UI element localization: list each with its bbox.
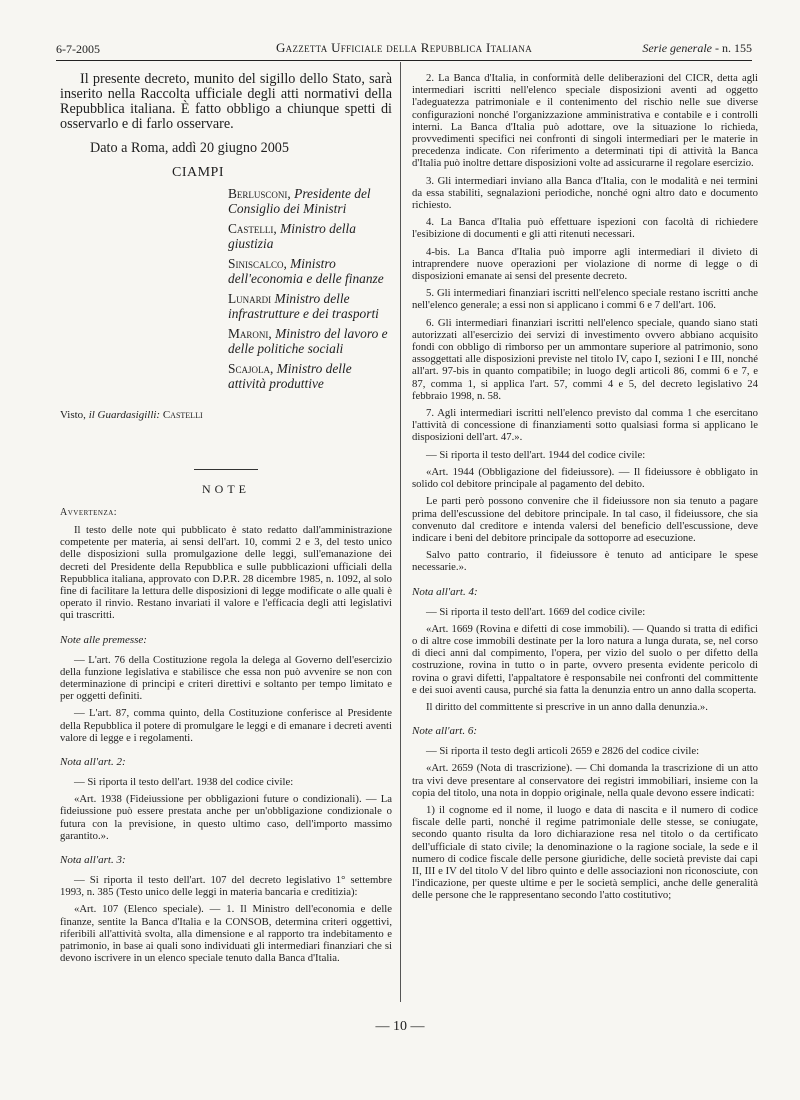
paragraph: Salvo patto contrario, il fideiussore è tenuto ad anticipare le spese necessarie.».	[412, 549, 758, 574]
signatory-role: Ministro delle attività produttive	[228, 361, 352, 391]
signatory-role: Ministro delle infrastrutture e dei trasporti	[228, 291, 379, 321]
signatory-name: Siniscalco,	[228, 256, 287, 271]
page-number: — 10 —	[375, 1019, 425, 1034]
paragraph: «Art. 1944 (Obbligazione del fideiussore). — Il fideiussore è obbligato in solido col debitore principale al pagamento del debito.	[412, 465, 758, 491]
right-column	[412, 72, 758, 907]
paragraph: «Art. 1669 (Rovina e difetti di cose immobili). — Quando si tratta di edifici o di altre cose immobili destinate per la loro natura a lunga durata, se, nel corso di dieci anni dal compimento, l'opera, per vizio del suolo o per difetto della costruzione, rovina in tutto o in parte, ovvero presenta evidente pericolo di rovina o gravi difetti, l'appaltatore è responsabile nei confronti del committente e dei suoi aventi causa, purché sia fatta la denunzia entro un anno dalla scoperta.	[412, 622, 758, 696]
visto-prefix: Visto,	[60, 409, 86, 421]
signatory-name: Maroni,	[228, 326, 272, 341]
notes-heading	[60, 469, 392, 497]
paragraph: 6. Gli intermediari finanziari iscritti nell'elenco speciale, quando siano stati autorizzati all'esercizio dei servizi di investimento ovvero abbiano acquisito fondi con obbligo di rimborso per un ammontare superiore al patrimonio, sono assoggettati alle disposizioni previste nel titolo IV, capo I, sezioni I e III, nonché all'art. 97-bis in quanto compatibile; in luogo degli articoli 86, commi 6 e 7, e 87, comma 1, si applica l'art. 57, commi 4 e 5, del decreto legislativo 24 febbraio 1998, n. 58.	[412, 316, 758, 402]
avvertenza-label: Avvertenza:	[60, 507, 118, 518]
notes-divider	[194, 469, 258, 470]
avvertenza-text: Il testo delle note qui pubblicato è stato redatto dall'amministrazione competente per materia, ai sensi dell'art. 10, commi 2 e 3, del testo unico delle disposizioni sulla promulgazione delle leggi, sull'emanazione dei decreti del Presidente della Repubblica e sulle pubblicazioni ufficiali della Repubblica italiana, approvato con D.P.R. 28 dicembre 1985, n. 1092, al solo fine di facilitare la lettura delle disposizioni di legge modificate o alle quali è operato il rinvio. Restano invariati il valore e l'efficacia degli atti legislativi qui trascritti.	[60, 524, 392, 622]
paragraph: 1) il cognome ed il nome, il luogo e data di nascita e il numero di codice fiscale delle parti, nonché il regime patrimoniale delle stesse, se coniugate, secondo quanto risulta da loro dichiarazione resa nel titolo o da certificato dell'ufficiale di stato civile; la denominazione o la ragione sociale, la sede e il numero di codice fiscale delle persone giuridiche, delle società previste dai capi II, III e IV del titolo V del libro quinto e delle associazioni non riconosciute, con l'indicazione, per queste ultime e per le società semplici, anche delle generalità delle persone che le rappresentano secondo l'atto costitutivo;	[412, 803, 758, 902]
paragraph: 4. La Banca d'Italia può effettuare ispezioni con facoltà di richiedere l'esibizione di documenti e gli atti ritenuti necessari.	[412, 216, 758, 241]
date-place: Dato a Roma, addì 20 giugno 2005	[90, 140, 289, 156]
paragraph: — Si riporta il testo dell'art. 1938 del codice civile:	[74, 776, 294, 789]
section-heading: Note all'art. 6:	[412, 725, 477, 738]
signatory	[228, 256, 392, 286]
paragraph: «Art. 1938 (Fideiussione per obbligazioni future o condizionali). — La fideiussione può essere prestata anche per un'obbligazione condizionale o futura con la previsione, in questo ultimo caso, dell'importo massimo garantito.».	[60, 793, 392, 842]
signatory-name: Lunardi	[228, 291, 272, 306]
paragraph: 5. Gli intermediari finanziari iscritti nell'elenco speciale restano iscritti anche nell'elenco generale; a essi non si applicano i commi 6 e 7 dell'art. 106.	[412, 287, 758, 312]
paragraph: 7. Agli intermediari iscritti nell'elenco previsto dal comma 1 che esercitano l'attività di concessione di finanziamenti sotto qualsiasi forma si applicano le disposizioni dell'art. 47.».	[412, 407, 758, 444]
visto-role: il Guardasigilli:	[88, 409, 161, 421]
column-divider	[400, 62, 401, 1002]
section-heading: Note alle premesse:	[60, 633, 147, 646]
paragraph: Il diritto del committente si prescrive in un anno dalla denunzia.».	[426, 700, 708, 713]
signatory	[228, 291, 392, 321]
series-issue: - n. 155	[715, 41, 752, 55]
signatory-name: Scajola,	[228, 361, 274, 376]
page-header	[56, 38, 752, 60]
signatory-role: Presidente del Consiglio dei Ministri	[228, 186, 371, 216]
paragraph: — Si riporta il testo degli articoli 2659 e 2826 del codice civile:	[426, 745, 700, 758]
signatory	[228, 361, 392, 391]
series-label: Serie generale	[642, 41, 712, 55]
paragraph: 3. Gli intermediari inviano alla Banca d'Italia, con le modalità e nei termini da essa stabiliti, segnalazioni periodiche, nonché ogni altro dato e documento richiesto.	[412, 174, 758, 212]
paragraph: — L'art. 87, comma quinto, della Costituzione conferisce al Presidente della Repubblica il potere di promulgare le leggi e di emanare i decreti aventi valore di legge e i regolamenti.	[60, 707, 392, 744]
paragraph: Le parti però possono convenire che il fideiussore non sia tenuto a pagare prima dell'escussione del debitore principale. In tal caso, il fideiussore, che sia convenuto dal creditore e intenda valersi del beneficio dell'escussione, deve indicare i beni del debitore principale da sottoporre ad esecuzione.	[412, 495, 758, 544]
signatory	[228, 326, 392, 356]
header-rule	[56, 60, 752, 61]
signatory-role: Ministro dell'economia e delle finanze	[228, 256, 384, 286]
issue-date: 6-7-2005	[56, 42, 100, 56]
notes-title: NOTE	[202, 482, 250, 496]
paragraph: 4-bis. La Banca d'Italia può imporre agli intermediari il divieto di intraprendere nuove operazioni per violazione di norme di legge o di disposizioni emanate ai sensi del presente decreto.	[412, 245, 758, 283]
paragraph: — Si riporta il testo dell'art. 1944 del codice civile:	[426, 448, 646, 461]
signatory-role: Ministro della giustizia	[228, 221, 356, 251]
section-heading: Nota all'art. 4:	[412, 585, 478, 598]
signatory-role: Ministro del lavoro e delle politiche sociali	[228, 326, 388, 356]
signatory	[228, 221, 392, 251]
paragraph: 2. La Banca d'Italia, in conformità delle deliberazioni del CICR, detta agli intermediari iscritti nell'elenco speciale disposizioni aventi ad oggetto l'adeguatezza patrimoniale e il contenimento del rischio nelle sue diverse configurazioni nonché l'organizzazione amministrativa e contabile e i controlli interni. La Banca d'Italia può adottare, ove la situazione lo richieda, provvedimenti specifici nei confronti di singoli intermediari per le materie in precedenza indicate. Con riferimento a determinati tipi di attività la Banca d'Italia può inoltre dettare disposizioni volte ad assicurarne il regolare esercizio.	[412, 72, 758, 170]
signatory-name: Berlusconi,	[228, 186, 291, 201]
paragraph: — L'art. 76 della Costituzione regola la delega al Governo dell'esercizio della funzione legislativa e stabilisce che essa non può avvenire se non con determinazione di principi e criteri direttivi e soltanto per tempo limitato e per oggetti definiti.	[60, 653, 392, 703]
paragraph: — Si riporta il testo dell'art. 107 del decreto legislativo 1° settembre 1993, n. 385 (Testo unico delle leggi in materia bancaria e creditizia):	[60, 874, 392, 899]
signatory-name: Castelli,	[228, 221, 277, 236]
president-signature: CIAMPI	[172, 165, 225, 180]
section-heading: Nota all'art. 3:	[60, 854, 126, 867]
left-column	[60, 72, 392, 969]
paragraph: «Art. 107 (Elenco speciale). — 1. Il Ministro dell'economia e delle finanze, sentite la Banca d'Italia e la CONSOB, determina criteri oggettivi, riferibili all'attività svolta, alla dimensione e al rapporto tra indebitamento e patrimonio, in base ai quali sono individuati gli intermediari finanziari che si devono iscrivere in un elenco speciale tenuto dalla Banca d'Italia.	[60, 903, 392, 965]
gazette-title: Gazzetta Ufficiale della Repubblica Italiana	[275, 40, 532, 55]
paragraph: — Si riporta il testo dell'art. 1669 del codice civile:	[426, 605, 646, 618]
paragraph: «Art. 2659 (Nota di trascrizione). — Chi domanda la trascrizione di un atto tra vivi deve presentare al conservatore dei registri immobiliari, insieme con la copia del titolo, una nota in doppio originale, nella quale devono essere indicati:	[412, 762, 758, 799]
decree-closing: Il presente decreto, munito del sigillo dello Stato, sarà inserito nella Raccolta ufficiale degli atti normativi della Repubblica italiana. È fatto obbligo a chiunque spetti di osservarlo e di farlo osservare.	[60, 71, 392, 132]
series-number	[642, 41, 752, 56]
visto-name: Castelli	[162, 409, 203, 421]
visto-line	[60, 409, 392, 421]
signatory	[228, 186, 392, 216]
section-heading: Nota all'art. 2:	[60, 756, 126, 769]
